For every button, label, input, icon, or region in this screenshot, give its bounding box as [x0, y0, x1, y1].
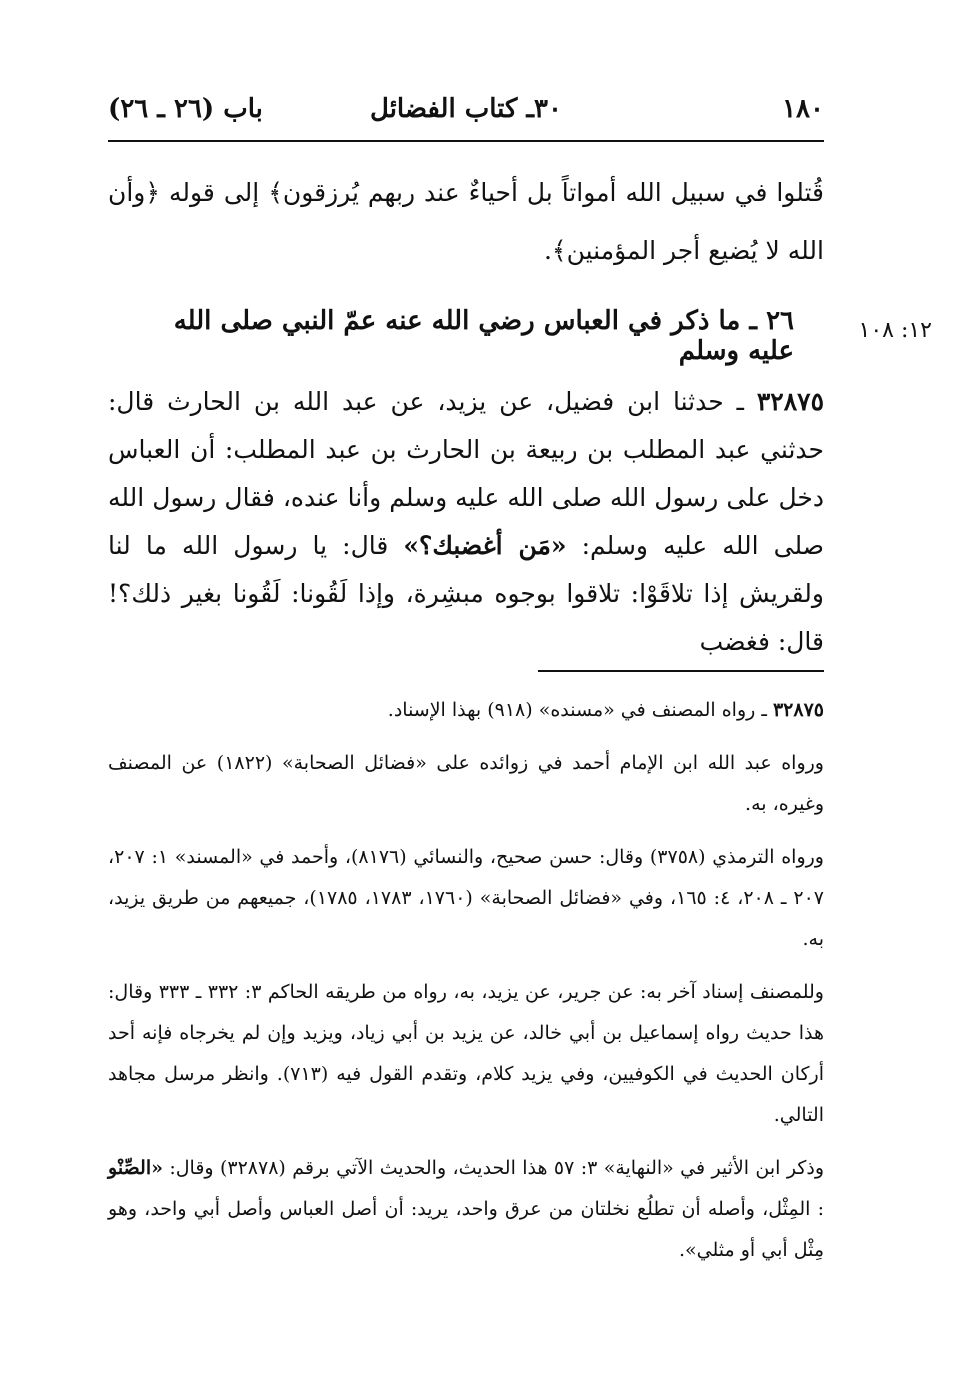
- footnote-text: وذكر ابن الأثير في «النهاية» ٣: ٥٧ هذا الحديث، والحديث الآتي برقم (٣٢٨٧٨) وقال:: [162, 1157, 825, 1179]
- footnote-text: : المِثْل، وأصله أن تطلُع نخلتان من عرق واحد، يريد: أن أصل العباس وأصل أبي واحد، وهو مِثْل أبي أو مثلي».: [108, 1198, 824, 1261]
- footnote-divider: [538, 670, 824, 672]
- footnotes: [108, 690, 824, 1283]
- margin-reference: ١٢: ١٠٨: [858, 318, 932, 343]
- page-number: ١٨٠: [782, 94, 824, 124]
- footnote-term-bold: «الصِّنْو: [108, 1157, 163, 1179]
- book-title: ٣٠ـ كتاب الفضائل: [370, 94, 562, 124]
- quran-verse-continuation: قُتلوا في سبيل الله أمواتاً بل أحياءٌ عند ربهم يُرزقون﴾ إلى قوله ﴿وأن الله لا يُضيع أجر المؤمنين﴾.: [108, 178, 824, 265]
- hadith-text-part2: قال: يا رسول الله ما لنا ولقريش إذا تلاقَوْا: تلاقوا بوجوه مبشِرة، وإذا لَقُونا: لَقُونا بغير ذلك؟! قال: فغضب: [108, 531, 824, 656]
- hadith-text-part1: ـ حدثنا ابن فضيل، عن يزيد، عن عبد الله بن الحارث قال: حدثني عبد المطلب بن ربيعة بن الحارث بن عبد المطلب: أن العباس دخل على رسول الله صلى الله عليه وسلم وأنا عنده، فقال رسول الله صلى الله عليه وسلم:: [108, 387, 824, 560]
- footnote-text: ـ رواه المصنف في «مسنده» (٩١٨) بهذا الإسناد.: [387, 699, 767, 721]
- footnote-4: وللمصنف إسناد آخر به: عن جرير، عن يزيد، به، رواه من طريقه الحاكم ٣: ٣٣٢ ـ ٣٣٣ وقال: هذا حديث رواه إسماعيل بن أبي خالد، عن يزيد بن أبي زياد، ويزيد وإن لم يخرجاه فإنه أحد أركان الحديث في الكوفيين، وفي يزيد كلام، وتقدم القول فيه (٧١٣). وانظر مرسل مجاهد التالي.: [108, 981, 825, 1126]
- hadith-number: ٣٢٨٧٥: [756, 387, 824, 416]
- footnote-2: ورواه عبد الله ابن الإمام أحمد في زوائده على «فضائل الصحابة» (١٨٢٢) عن المصنف وغيره، به.: [108, 752, 824, 815]
- hadith-quote-bold: «مَن أغضبك؟»: [403, 531, 567, 560]
- footnote-1: [108, 690, 824, 731]
- footnote-number: ٣٢٨٧٥: [772, 699, 824, 721]
- footnote-5: [108, 1148, 824, 1271]
- footnote-3: ورواه الترمذي (٣٧٥٨) وقال: حسن صحيح، والنسائي (٨١٧٦)، وأحمد في «المسند» ١: ٢٠٧، ٢٠٧ ـ ٢٠٨، ٤: ١٦٥، وفي «فضائل الصحابة» (١٧٦٠، ١٧٨٣، ١٧٨٥)، جميعهم من طريق يزيد، به.: [108, 846, 825, 950]
- chapter-reference: باب (٢٦ ـ ٢٦): [108, 94, 263, 124]
- page-header: [108, 92, 824, 132]
- header-divider: [108, 140, 824, 142]
- hadith-text: [108, 378, 824, 666]
- chapter-heading: ٢٦ ـ ما ذكر في العباس رضي الله عنه عمّ النبي صلى الله عليه وسلم: [173, 306, 794, 366]
